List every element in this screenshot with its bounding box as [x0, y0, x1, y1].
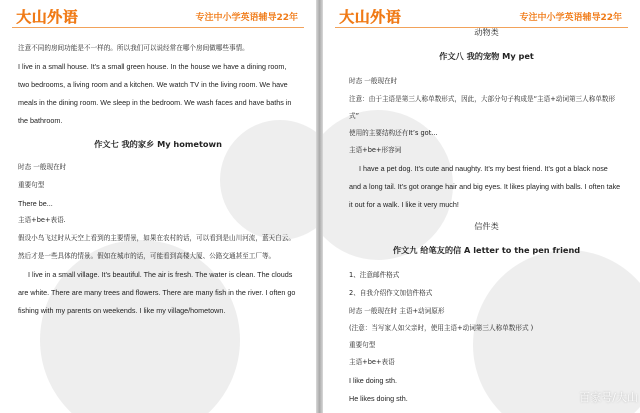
paragraph-line: meals in the dining room. We sleep in the bedroom. We wash faces and have baths in: [18, 98, 292, 107]
paragraph-line: I live in a small village. It’s beautiful. The air is fresh. The water is clean. The clouds: [28, 270, 293, 279]
paragraph-line: fishing with my parents on weekends. I like my village/hometown.: [18, 306, 226, 315]
book-gutter: [316, 0, 323, 413]
pattern-label: 重要句型: [349, 341, 376, 349]
note-line: (注意：当写家人如父亲时，使用主语+动词第三人称单数形式 ): [349, 324, 534, 332]
pattern-label: 重要句型: [18, 181, 45, 189]
left-page: [0, 0, 316, 413]
header-divider: [12, 27, 304, 28]
right-page: [323, 0, 640, 413]
source-watermark: 百家号/大山: [579, 391, 638, 404]
brand-tagline: 专注中小学英语辅导22年: [195, 13, 298, 23]
example-line: I like doing sth.: [349, 376, 397, 385]
paragraph-line: I live in a small house. It’s a small green house. In the house we have a dining room,: [18, 62, 287, 71]
brand-logo: 大山外语: [339, 8, 402, 26]
tense-label: 时态 一般现在时 主语+动词原形: [349, 307, 445, 315]
paragraph-line: 注意不同的房间功能是不一样的。所以我们可以说经常在哪个房间做哪些事情。: [18, 44, 249, 52]
brand-logo: 大山外语: [16, 8, 79, 26]
section-heading: 动物类: [474, 27, 499, 37]
list-item: 2、自我介绍作文加信件格式: [349, 289, 433, 297]
pattern-line: 主语+be+表语: [349, 358, 395, 366]
paragraph-line: two bedrooms, a living room and a kitchen. We watch TV in the living room. We have: [18, 80, 288, 89]
pattern-line: There be...: [18, 199, 53, 208]
paragraph-line: it out for a walk. I like it very much!: [349, 200, 459, 209]
tip-line: 然后才是一些具体的情景。假如在城市的话，可能看到高楼大厦、公路交通甚至工厂等。: [18, 252, 276, 260]
essay-title: 作文九 给笔友的信 A letter to the pen friend: [392, 245, 581, 255]
watermark-logo: [40, 240, 240, 413]
paragraph-line: the bathroom.: [18, 116, 63, 125]
list-item: 1、注意邮件格式: [349, 271, 400, 279]
tense-label: 时态 一般现在时: [349, 77, 398, 85]
paragraph-line: are white. There are many trees and flowers. There are many fish in the river. I often go: [18, 288, 296, 297]
section-heading: 信件类: [474, 221, 499, 231]
tense-label: 时态 一般现在时: [18, 163, 67, 171]
paragraph-line: I have a pet dog. It’s cute and naughty. It’s my best friend. It’s got a black nose: [359, 164, 608, 173]
pattern-line: 主语+be+表语.: [18, 216, 66, 224]
tip-line: 假设小鸟飞过时从天空上看到的主要情景，如果在农村的话，可以看到是山川河流，蓝天白云。: [18, 234, 295, 242]
essay-title: 作文八 我的宠物 My pet: [439, 51, 534, 61]
note-line: 式”: [349, 112, 360, 120]
brand-tagline: 专注中小学英语辅导22年: [519, 13, 622, 23]
example-line: He likes doing sth.: [349, 394, 408, 403]
paragraph-line: and a long tail. It’s got orange hair and big eyes. It likes playing with balls. I often take: [349, 182, 621, 191]
note-line: 使用的主要结构还有It’s got...: [349, 129, 438, 137]
pattern-line: 主语+be+形容词: [349, 146, 402, 154]
essay-title: 作文七 我的家乡 My hometown: [94, 139, 222, 149]
note-line: 注意：由于主语是第三人称单数形式，因此，大部分句子构成是“主语+动词第三人称单数形: [349, 95, 616, 103]
